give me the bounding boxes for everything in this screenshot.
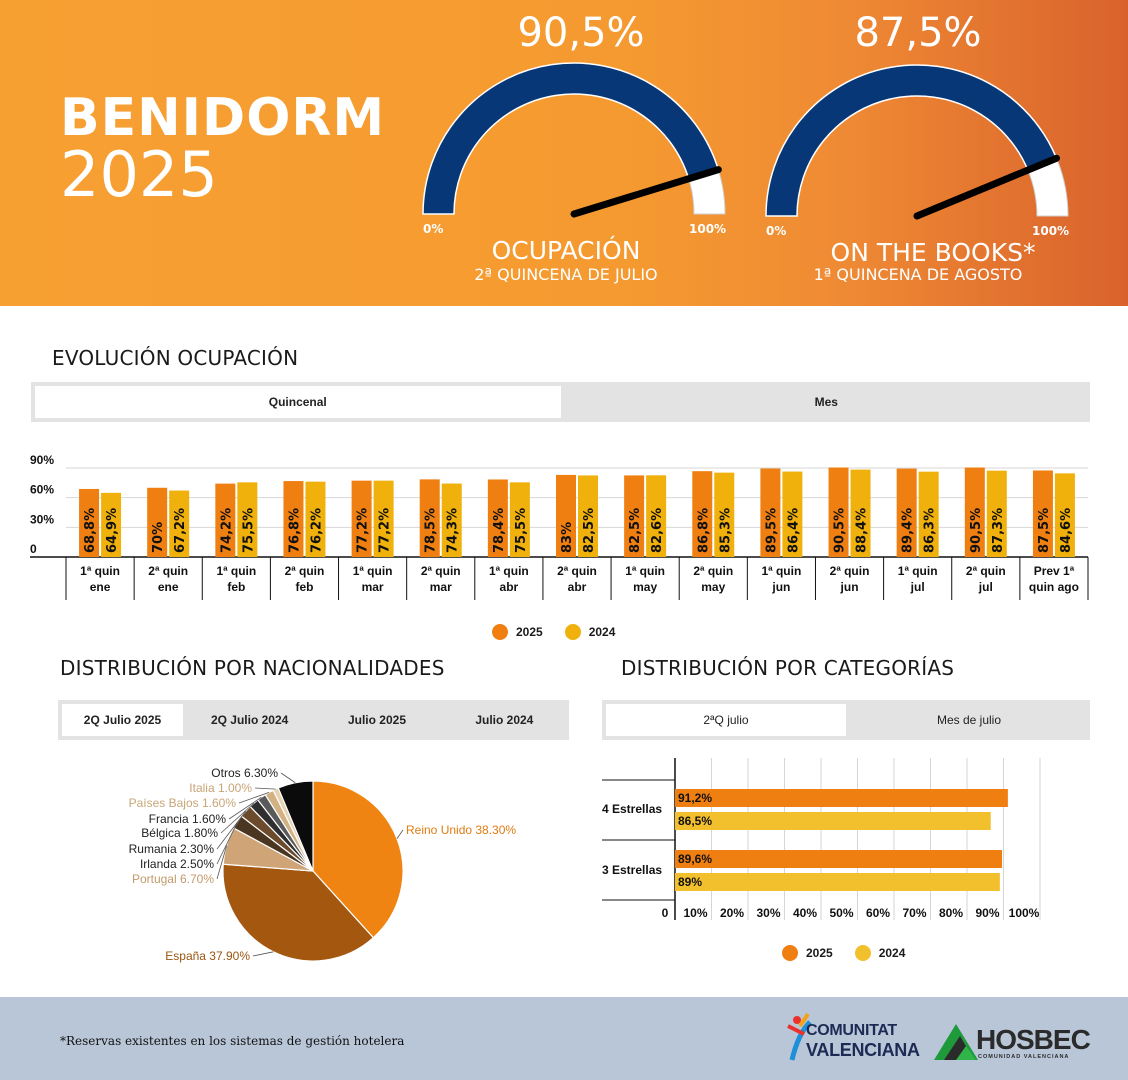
hosbec-logo-sub: COMUNIDAD VALENCIANA: [978, 1054, 1070, 1060]
tab-julio-2024[interactable]: Julio 2024: [475, 713, 534, 727]
x-tick-label: may: [701, 580, 726, 594]
pie-label: Reino Unido 38.30%: [406, 823, 517, 837]
category-label: 3 Estrellas: [602, 863, 663, 877]
y-tick-label: 60%: [30, 482, 55, 497]
x-tick-label: 2ª quin: [829, 564, 870, 578]
tab-julio-2025[interactable]: Julio 2025: [347, 713, 406, 727]
page-year: 2025: [60, 138, 218, 211]
bar-label: 75,5%: [241, 507, 257, 553]
tab-quincenal[interactable]: Quincenal: [35, 386, 561, 418]
bar-label: 78,5%: [423, 507, 439, 553]
gauge-ocupacion-value: 90,5%: [517, 10, 645, 56]
tab-mes[interactable]: Mes: [814, 395, 838, 409]
nationalities-title: DISTRIBUCIÓN POR NACIONALIDADES: [60, 656, 445, 680]
bar-label: 83%: [560, 521, 575, 553]
bar-label: 77,2%: [355, 507, 371, 553]
y-tick-label: 90%: [30, 453, 55, 467]
x-tick-label: ene: [89, 580, 111, 594]
gauge-books-min: 0%: [766, 224, 787, 238]
x-tick-label: mar: [429, 580, 452, 594]
pie-label: Bélgica 1.80%: [141, 826, 218, 840]
footnote: *Reservas existentes en los sistemas de gestión hotelera: [60, 1034, 405, 1048]
pie-label: Francia 1.60%: [148, 812, 226, 826]
bar-label: 90,5%: [832, 507, 848, 553]
bar-label: 64,9%: [105, 507, 121, 553]
gauge-fill: [423, 63, 718, 214]
x-tick-label: 50%: [829, 906, 854, 920]
categories-tabs: [602, 700, 1090, 740]
x-tick-label: ene: [157, 580, 179, 594]
x-tick-label: 0: [661, 906, 669, 920]
bar-label: 86,4%: [786, 507, 802, 553]
x-tick-label: 1ª quin: [625, 564, 666, 578]
x-tick-label: 2ª quin: [965, 564, 1006, 578]
bar-label: 74,2%: [219, 507, 235, 553]
x-tick-label: 30%: [756, 906, 781, 920]
bar-label: 89%: [678, 875, 703, 889]
tab-2q-julio-2025[interactable]: 2Q Julio 2025: [62, 704, 183, 736]
pie-leader: [255, 788, 276, 789]
tab-2q-julio[interactable]: 2ªQ julio: [606, 704, 846, 736]
comunitat-logo-line1: COMUNITAT: [806, 1022, 897, 1039]
gauge-ocupacion-label: OCUPACIÓN: [491, 236, 641, 265]
bar-label: 68,8%: [83, 507, 99, 553]
x-tick-label: 2ª quin: [693, 564, 734, 578]
pie-label: Portugal 6.70%: [131, 872, 214, 886]
x-tick-label: 1ª quin: [352, 564, 393, 578]
x-tick-label: jun: [840, 580, 859, 594]
bar-label: 76,8%: [287, 507, 303, 553]
gauge-books-max: 100%: [1032, 224, 1070, 238]
bar-label: 89,6%: [678, 852, 713, 866]
x-tick-label: 1ª quin: [216, 564, 257, 578]
nationalities-tabs: [58, 700, 569, 740]
pie-label: Rumania 2.30%: [128, 842, 214, 856]
bar-2025: [675, 789, 1008, 807]
pie-label: Irlanda 2.50%: [139, 857, 214, 871]
bar-label: 67,2%: [173, 507, 189, 553]
gauge-books-value: 87,5%: [854, 10, 982, 56]
evolution-legend: [492, 624, 615, 640]
bar-label: 86,3%: [922, 507, 938, 553]
bar-label: 88,4%: [854, 507, 870, 553]
evolution-title: EVOLUCIÓN OCUPACIÓN: [52, 346, 299, 370]
hosbec-logo-text: HOSBEC: [976, 1024, 1090, 1055]
x-tick-label: 80%: [938, 906, 964, 920]
x-tick-label: 2ª quin: [148, 564, 189, 578]
y-tick-label: 0: [30, 542, 37, 556]
x-tick-label: jun: [772, 580, 791, 594]
gauge-ocupacion: [423, 63, 725, 214]
bar-label: 84,6%: [1058, 507, 1074, 553]
nationalities-pie: [0, 740, 600, 990]
legend-dot-2025: [492, 624, 508, 640]
legend-label-2024: 2024: [878, 946, 906, 960]
bar-label: 89,5%: [764, 507, 780, 553]
gauge-ocupacion-max: 100%: [689, 222, 727, 236]
bar-label: 76,2%: [309, 507, 325, 553]
bar-2025: [675, 850, 1002, 868]
x-tick-label: 20%: [719, 906, 745, 920]
x-tick-label: feb: [227, 580, 246, 594]
tab-2q-julio-2024[interactable]: 2Q Julio 2024: [210, 713, 289, 727]
comunitat-logo-line2: VALENCIANA: [806, 1040, 920, 1060]
pie-label: Otros 6.30%: [211, 766, 278, 780]
pie-label: España 37.90%: [165, 949, 250, 963]
gauge-books-sublabel: 1ª QUINCENA DE AGOSTO: [813, 265, 1023, 284]
bar-label: 91,2%: [678, 791, 713, 805]
x-tick-label: mar: [361, 580, 384, 594]
x-tick-label: jul: [910, 580, 925, 594]
x-tick-label: 70%: [902, 906, 927, 920]
x-tick-label: 40%: [792, 906, 818, 920]
bar-label: 86,8%: [696, 507, 712, 553]
pie-leader: [397, 830, 403, 839]
y-tick-label: 30%: [30, 512, 55, 527]
x-tick-label: 1ª quin: [761, 564, 802, 578]
categories-chart: [590, 750, 1100, 930]
x-tick-label: 2ª quin: [557, 564, 597, 578]
categories-title: DISTRIBUCIÓN POR CATEGORÍAS: [621, 656, 955, 680]
bar-label: 74,3%: [445, 507, 461, 553]
evolution-chart: [0, 440, 1128, 610]
bar-2024: [675, 812, 991, 830]
bar-label: 85,3%: [718, 507, 734, 553]
x-tick-label: jul: [978, 580, 993, 594]
gauge-ocupacion-min: 0%: [423, 222, 444, 236]
bar-label: 82,5%: [582, 507, 597, 553]
bar-label: 75,5%: [513, 507, 529, 553]
legend-label-2025: 2025: [516, 625, 543, 639]
category-label: 4 Estrellas: [602, 802, 663, 816]
legend-label-2024: 2024: [588, 625, 616, 639]
x-tick-label: 60%: [865, 906, 891, 920]
bar-label: 77,2%: [377, 507, 393, 553]
x-tick-label: abr: [567, 580, 587, 594]
page-title: BENIDORM: [60, 88, 386, 148]
bar-label: 70%: [151, 521, 167, 553]
legend-label-2025: 2025: [806, 946, 833, 960]
bar-label: 87,3%: [990, 507, 1006, 553]
x-tick-label: abr: [499, 580, 519, 594]
bar-label: 87,5%: [1036, 507, 1052, 553]
bar-label: 89,4%: [900, 507, 916, 553]
legend-dot-2024: [855, 945, 871, 961]
pie-leader: [281, 773, 295, 783]
bar-2024: [675, 873, 1000, 891]
x-tick-label: 100%: [1008, 906, 1040, 920]
x-tick-label: 1ª quin: [488, 564, 529, 578]
gauge-books-label: ON THE BOOKS*: [830, 238, 1036, 267]
categories-legend: [782, 945, 905, 961]
hosbec-logo-icon: [934, 1022, 980, 1062]
gauge-ocupacion-sublabel: 2ª QUINCENA DE JULIO: [474, 265, 658, 284]
x-tick-label: 1ª quin: [80, 564, 120, 578]
bar-label: 86,5%: [678, 814, 713, 828]
bar-label: 90,5%: [968, 507, 984, 553]
x-tick-label: 90%: [975, 906, 1000, 920]
legend-dot-2025: [782, 945, 798, 961]
x-tick-label: may: [633, 580, 658, 594]
pie-leader: [253, 952, 273, 956]
x-tick-label: quin ago: [1028, 580, 1079, 594]
pie-label: Países Bajos 1.60%: [128, 796, 236, 810]
x-tick-label: 2ª quin: [420, 564, 461, 578]
x-tick-label: 10%: [683, 906, 708, 920]
x-tick-label: feb: [295, 580, 314, 594]
x-tick-label: 1ª quin: [897, 564, 938, 578]
evolution-tabs: [31, 382, 1090, 422]
gauge-on-the-books: [766, 65, 1068, 216]
tab-mes-de-julio[interactable]: Mes de julio: [936, 713, 1002, 727]
x-tick-label: 2ª quin: [284, 564, 325, 578]
bar-label: 82,6%: [650, 507, 666, 553]
pie-label: Italia 1.00%: [189, 781, 252, 795]
x-tick-label: Prev 1ª: [1033, 564, 1075, 578]
gauge-fill: [766, 65, 1057, 216]
bar-label: 82,5%: [628, 507, 644, 553]
bar-label: 78,4%: [491, 507, 507, 553]
legend-dot-2024: [565, 624, 581, 640]
